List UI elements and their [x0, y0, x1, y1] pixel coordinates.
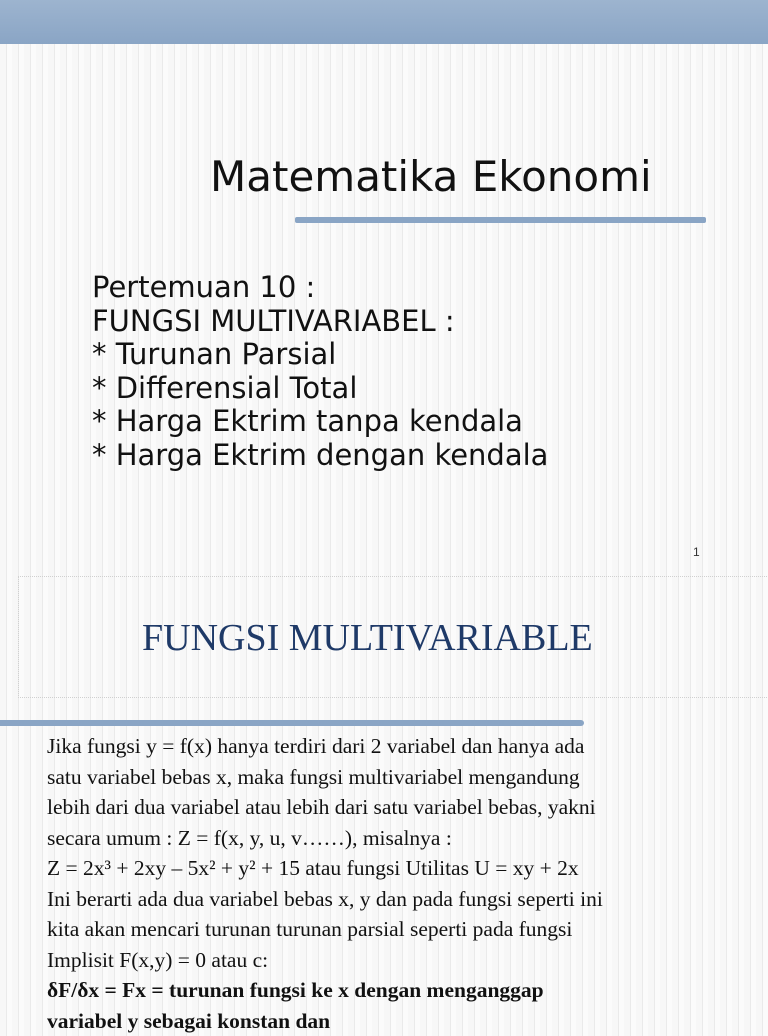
slide-2-body	[47, 731, 757, 1036]
top-accent-bar	[0, 0, 768, 44]
body-line: Z = 2x³ + 2xy – 5x² + y² + 15 atau fungsi Utilitas U = xy + 2x	[47, 853, 757, 884]
body-line: Implisit F(x,y) = 0 atau c:	[47, 945, 757, 976]
body-line-bold: δF/δx = Fx = turunan fungsi ke x dengan menganggap	[47, 975, 757, 1006]
body-line: kita akan mencari turunan turunan parsial seperti pada fungsi	[47, 914, 757, 945]
slide-number: 1	[693, 545, 700, 559]
body-line: lebih dari dua variabel atau lebih dari satu variabel bebas, yakni	[47, 792, 757, 823]
body-line: satu variabel bebas x, maka fungsi multivariabel mengandung	[47, 762, 757, 793]
slide-1-subtitle	[92, 271, 548, 472]
subtitle-line: * Turunan Parsial	[92, 338, 548, 372]
body-line: Ini berarti ada dua variabel bebas x, y dan pada fungsi seperti ini	[47, 884, 757, 915]
slide-2-title-rule	[0, 720, 584, 726]
slide-2-title: FUNGSI MULTIVARIABLE	[142, 616, 593, 660]
body-line: secara umum : Z = f(x, y, u, v……), misalnya :	[47, 823, 757, 854]
body-line-bold: variabel y sebagai konstan dan	[47, 1006, 757, 1036]
subtitle-line: Pertemuan 10 :	[92, 271, 548, 305]
subtitle-line: * Harga Ektrim tanpa kendala	[92, 405, 548, 439]
subtitle-line: * Differensial Total	[92, 372, 548, 406]
subtitle-line: FUNGSI MULTIVARIABEL :	[92, 305, 548, 339]
body-line: Jika fungsi y = f(x) hanya terdiri dari 2 variabel dan hanya ada	[47, 731, 757, 762]
slide-1-title: Matematika Ekonomi	[210, 152, 652, 201]
title-underline	[295, 217, 706, 223]
subtitle-line: * Harga Ektrim dengan kendala	[92, 439, 548, 473]
